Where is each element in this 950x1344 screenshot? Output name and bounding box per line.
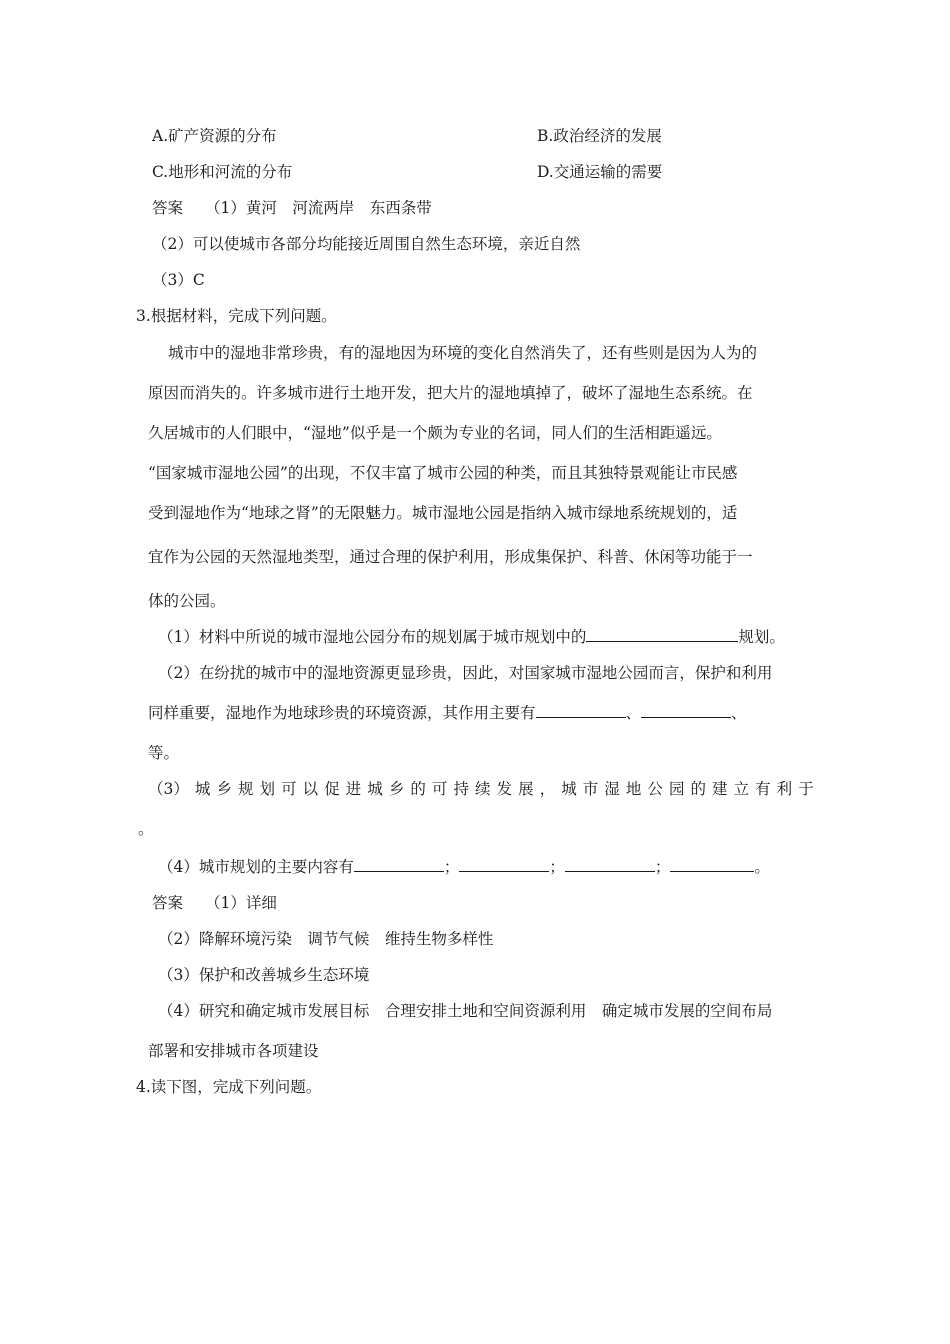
- sub3-char: 促: [324, 780, 340, 798]
- material-line-4: “国家城市湿地公园”的出现，不仅丰富了城市公园的种类，而且其独特景观能让市民感: [148, 464, 738, 482]
- answer-blank[interactable]: [536, 703, 626, 718]
- end-mark: 。: [754, 858, 770, 876]
- material-line-2: 原因而消失的。许多城市进行土地开发，把大片的湿地填掉了，破坏了湿地生态系统。在: [148, 384, 753, 402]
- separator: 、: [731, 704, 747, 722]
- sub3-char: 地: [625, 780, 642, 798]
- sub3-char: 利: [776, 780, 793, 798]
- sub4-text: （4）城市规划的主要内容有: [158, 858, 354, 876]
- sub3-char: 立: [733, 780, 750, 798]
- material-line-6: 宜作为公园的天然湿地类型，通过合理的保护利用，形成集保护、科普、休闲等功能于一: [148, 548, 753, 566]
- sub3-char: 可: [431, 780, 448, 798]
- option-b: B.政治经济的发展: [537, 127, 662, 145]
- material-line-1: 城市中的湿地非常珍贵，有的湿地因为环境的变化自然消失了，还有些则是因为人为的: [168, 344, 758, 362]
- material-line-3: 久居城市的人们眼中，“湿地”似乎是一个颇为专业的名词，同人们的生活相距遥远。: [148, 424, 722, 442]
- sub2-line-1: （2）在纷扰的城市中的湿地资源更显珍贵，因此，对国家城市湿地公园而言，保护和利用: [158, 664, 773, 682]
- sub3-char: 持: [453, 780, 469, 798]
- sub-question-4: [158, 857, 770, 877]
- sub3-char: 发: [496, 780, 513, 798]
- sub3-char: 的: [410, 780, 426, 798]
- sub3-char: 园: [668, 780, 685, 798]
- q3-answer-1: （1）详细: [205, 894, 277, 912]
- sub3-char: 湿: [604, 780, 620, 798]
- answer-blank[interactable]: [670, 857, 754, 872]
- sub2-text: 同样重要，湿地作为地球珍贵的环境资源，其作用主要有: [148, 704, 536, 722]
- sub3-char: 以: [302, 780, 319, 798]
- q2-answer-line-1: [152, 198, 432, 218]
- sub3-char: 于: [798, 780, 814, 798]
- q3-answer-4-continued: 部署和安排城市各项建设: [148, 1042, 319, 1060]
- q2-answer-2: （2）可以使城市各部分均能接近周围自然生态环境，亲近自然: [152, 235, 581, 253]
- sub3-char: 乡: [388, 780, 405, 798]
- option-d: D.交通运输的需要: [537, 163, 663, 181]
- sub3-char: 城: [561, 780, 577, 798]
- sub1-suffix: 规划。: [738, 628, 785, 646]
- sub3-char: 公: [647, 780, 663, 798]
- sub3-char: 展: [518, 780, 534, 798]
- sub3-char: 规: [238, 780, 254, 798]
- q3-answer-2: （2）降解环境污染 调节气候 维持生物多样性: [158, 930, 494, 948]
- sub-question-1: [158, 627, 785, 647]
- sub2-line-3: 等。: [148, 744, 180, 762]
- sub3-char: 进: [345, 780, 362, 798]
- sub3-char: 划: [259, 780, 276, 798]
- answer-blank[interactable]: [586, 627, 738, 642]
- separator: ；: [654, 858, 671, 876]
- sub3-char: （3）: [148, 780, 189, 798]
- sub2-line-2: [148, 703, 747, 723]
- sub3-char: 可: [281, 780, 297, 798]
- sub3-char: 续: [475, 780, 491, 798]
- answer-label: 答案: [152, 894, 184, 912]
- q4-stem: 4.读下图，完成下列问题。: [136, 1078, 322, 1096]
- answer-blank[interactable]: [565, 857, 655, 872]
- option-c: C.地形和河流的分布: [152, 163, 293, 181]
- q3-answer-3: （3）保护和改善城乡生态环境: [158, 966, 370, 984]
- sub3-char: 城: [367, 780, 383, 798]
- separator: ；: [549, 858, 565, 876]
- separator: ；: [443, 858, 460, 876]
- q3-answer-line-1: [152, 893, 277, 913]
- q2-answer-1: （1）黄河 河流两岸 东西条带: [205, 199, 432, 217]
- sub3-end-mark: 。: [138, 820, 154, 838]
- answer-label: 答案: [152, 199, 184, 217]
- sub-question-3: [148, 779, 814, 799]
- separator: 、: [625, 704, 642, 722]
- sub3-char: 市: [582, 780, 599, 798]
- material-line-7: 体的公园。: [148, 592, 226, 610]
- sub3-char: 有: [755, 780, 771, 798]
- answer-blank[interactable]: [641, 703, 731, 718]
- sub3-char: 的: [690, 780, 706, 798]
- q2-answer-3: （3）C: [152, 271, 205, 289]
- sub3-char: 乡: [216, 780, 232, 798]
- sub3-char: 建: [712, 780, 728, 798]
- answer-blank[interactable]: [354, 857, 444, 872]
- answer-blank[interactable]: [459, 857, 549, 872]
- option-a: A.矿产资源的分布: [152, 127, 277, 145]
- q3-stem: 3.根据材料，完成下列问题。: [136, 307, 337, 325]
- sub1-text: （1）材料中所说的城市湿地公园分布的规划属于城市规划中的: [158, 628, 587, 646]
- sub3-char: ，: [539, 780, 556, 798]
- sub3-char: 城: [194, 780, 211, 798]
- material-line-5: 受到湿地作为“地球之肾”的无限魅力。城市湿地公园是指纳入城市绿地系统规划的，适: [148, 504, 738, 522]
- q3-answer-4: （4）研究和确定城市发展目标 合理安排土地和空间资源利用 确定城市发展的空间布局: [158, 1002, 773, 1020]
